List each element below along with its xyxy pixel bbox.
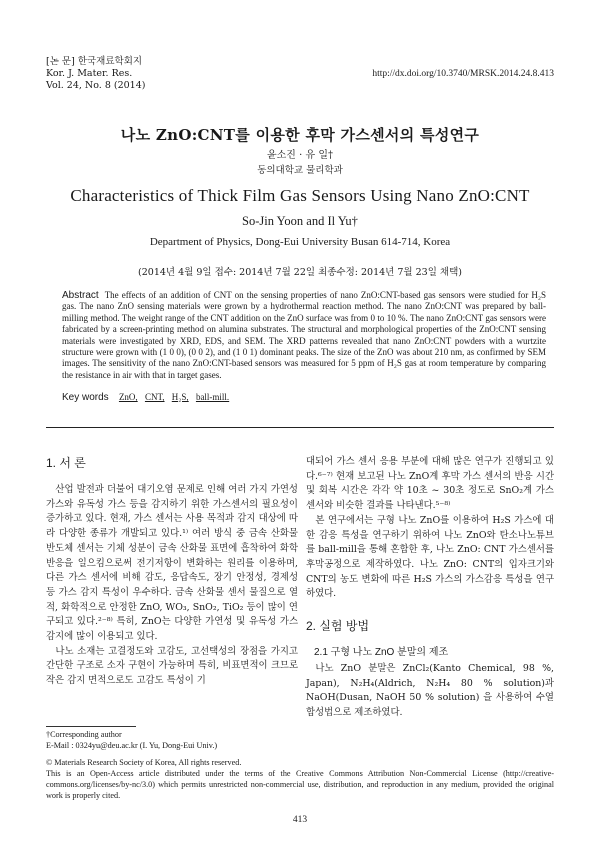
authors-korean: 윤소진 · 유 일†	[266, 150, 333, 161]
affiliation-korean: 동의대학교 물리학과	[257, 165, 343, 176]
journal-info	[46, 56, 145, 92]
keyword-item[interactable]: CNT,	[144, 392, 165, 402]
submission-dates: (2014년 4월 9일 접수: 2014년 7월 22일 최종수정: 2014년 7월 23일 채택)	[138, 267, 462, 278]
journal-name-en: Kor. J. Mater. Res.	[46, 68, 133, 79]
abstract	[62, 290, 546, 381]
footnote-license: This is an Open-Access article distributed under the terms of the Creative Commons Attribution Non-Commercial License (http://creative-commons.org/licenses/by-nc/3.0) which permits unrestricted non-commercial use, distribution, and reproduction in any medium, provided the original work is properly cited.	[46, 769, 554, 800]
footnote-corresponding: †Corresponding author	[46, 730, 122, 739]
journal-name-kr: [논 문] 한국재료학회지	[46, 56, 143, 67]
page-number: 413	[292, 815, 308, 825]
left-column	[46, 455, 298, 689]
body-paragraph: 본 연구에서는 구형 나노 ZnO를 이용하여 H₂S 가스에 대한 감응 특성을 연구하기 위하여 나노 ZnO와 탄소나노튜브를 ball-mill을 통해 혼합한 후, 나노 ZnO: CNT 가스센서를 후막공정으로 제작하였다. 나노 ZnO: CNT의 입자크기와 CNT의 농도 변화에 따른 H₂S 가스의 가스감응 특성을 연구하였다.	[306, 514, 554, 600]
footnote-divider	[46, 726, 136, 727]
abstract-text: The effects of an addition of CNT on the sensing properties of nano ZnO:CNT-based gas sensors were studied for H₂S gas. The nano ZnO sensing materials were grown by a hydrothermal reaction method. The nano ZnO:CNT was prepared by ball-milling method. The weight range of the CNT addition on the ZnO surface was from 0 to 10 %. The nano ZnO:CNT gas sensors were fabricated by a screen-printing method on alumina substrates. The structural and morphological properties of the ZnO:CNT sensing materials were investigated by XRD, EDS, and SEM. The XRD patterns revealed that nano ZnO:CNT powders with a wurtzite structure were grown with (1 0 0), (0 0 2), and (1 0 1) dominant peaks. The size of the ZnO was about 210 nm, as confirmed by SEM images. The sensitivity of the nano ZnO:CNT-based sensors was measured for 5 ppm of H₂S gas at room temperature by comparing the resistance in air with that in target gases.	[62, 290, 546, 380]
journal-volume: Vol. 24, No. 8 (2014)	[46, 80, 146, 91]
title-korean: 나노 ZnO:CNT를 이용한 후막 가스센서의 특성연구	[120, 126, 480, 144]
section-divider	[46, 427, 554, 428]
keyword-item[interactable]: H₂S,	[171, 392, 189, 402]
doi-link[interactable]: http://dx.doi.org/10.3740/MRSK.2014.24.8.413	[372, 69, 554, 79]
title-english: Characteristics of Thick Film Gas Sensors Using Nano ZnO:CNT	[70, 186, 530, 205]
keywords-label: Key words	[62, 392, 109, 403]
footnote-copyright: © Materials Research Society of Korea, All rights reserved.	[46, 758, 242, 767]
subsection-heading: 2.1 구형 나노 ZnO 분말의 제조	[314, 647, 449, 659]
right-column	[306, 455, 554, 721]
body-paragraph: 산업 발전과 더불어 대기오염 문제로 인해 여러 가지 가연성 가스와 유독성 가스 등을 감지하기 위한 가스센서의 필요성이 증가하고 있다. 현재, 가스 센서는 사용 목적과 감지 대상에 따라 다양한 종류가 개발되고 있다.¹⁾ 여러 방식 중 금속 산화물 반도체 센서는 기체 성분이 금속 산화물 표면에 흡착하여 화학반응을 일으킴으로써 전기저항이 변화하는 원리를 이용하며, 다른 가스 센서에 비해 감도, 응답속도, 장기 안정성, 경제성 등 가스 감지 특성이 우수하다. 금속 산화물 센서 물질으로 열적, 화학적으로 안정한 ZnO, WO₃, SnO₂, TiO₂ 등이 많이 연구되고 있다.²⁻⁸⁾ 특히, ZnO는 다양한 가연성 및 유독성 가스감지에 많이 이용되고 있다.	[46, 484, 298, 643]
section-heading-introduction: 1. 서 론	[46, 456, 86, 470]
body-paragraph: 대되어 가스 센서 응용 부분에 대해 많은 연구가 진행되고 있다.⁶⁻⁷⁾ 현재 보고된 나노 ZnO계 후막 가스 센서의 반응 시간 및 회복 시간은 각각 약 10초 ~ 30초 정도로 SnO₂계 가스 센서와 비슷한 결과를 나타낸다.⁵⁻⁸⁾	[306, 456, 554, 512]
section-heading-methods: 2. 실험 방법	[306, 619, 370, 634]
keyword-item[interactable]: ball-mill.	[195, 392, 230, 402]
footnote-email[interactable]: E-Mail : 0324yu@deu.ac.kr (I. Yu, Dong-Eui Univ.)	[46, 741, 218, 750]
body-paragraph: 나노 ZnO 분말은 ZnCl₂(Kanto Chemical, 98 %, Japan), N₂H₄(Aldrich, N₂H₄ 80 % solution)과 NaOH(Dusan, NaOH 50 % solution) 을 사용하여 수열합성법으로 제조하였다.	[306, 663, 554, 719]
body-paragraph: 나노 소재는 고결정도와 고감도, 고선택성의 장점을 가지고 간단한 구조로 소자 구현이 가능하며 특히, 비표면적이 크므로 작은 감지 면적으로도 고감도 특성이 기	[46, 645, 298, 687]
keyword-item[interactable]: ZnO,	[118, 392, 138, 402]
affiliation-english: Department of Physics, Dong-Eui University Busan 614-714, Korea	[149, 236, 451, 248]
authors-english: So-Jin Yoon and Il Yu†	[242, 214, 358, 228]
keywords	[62, 392, 234, 403]
abstract-label: Abstract	[62, 290, 99, 301]
